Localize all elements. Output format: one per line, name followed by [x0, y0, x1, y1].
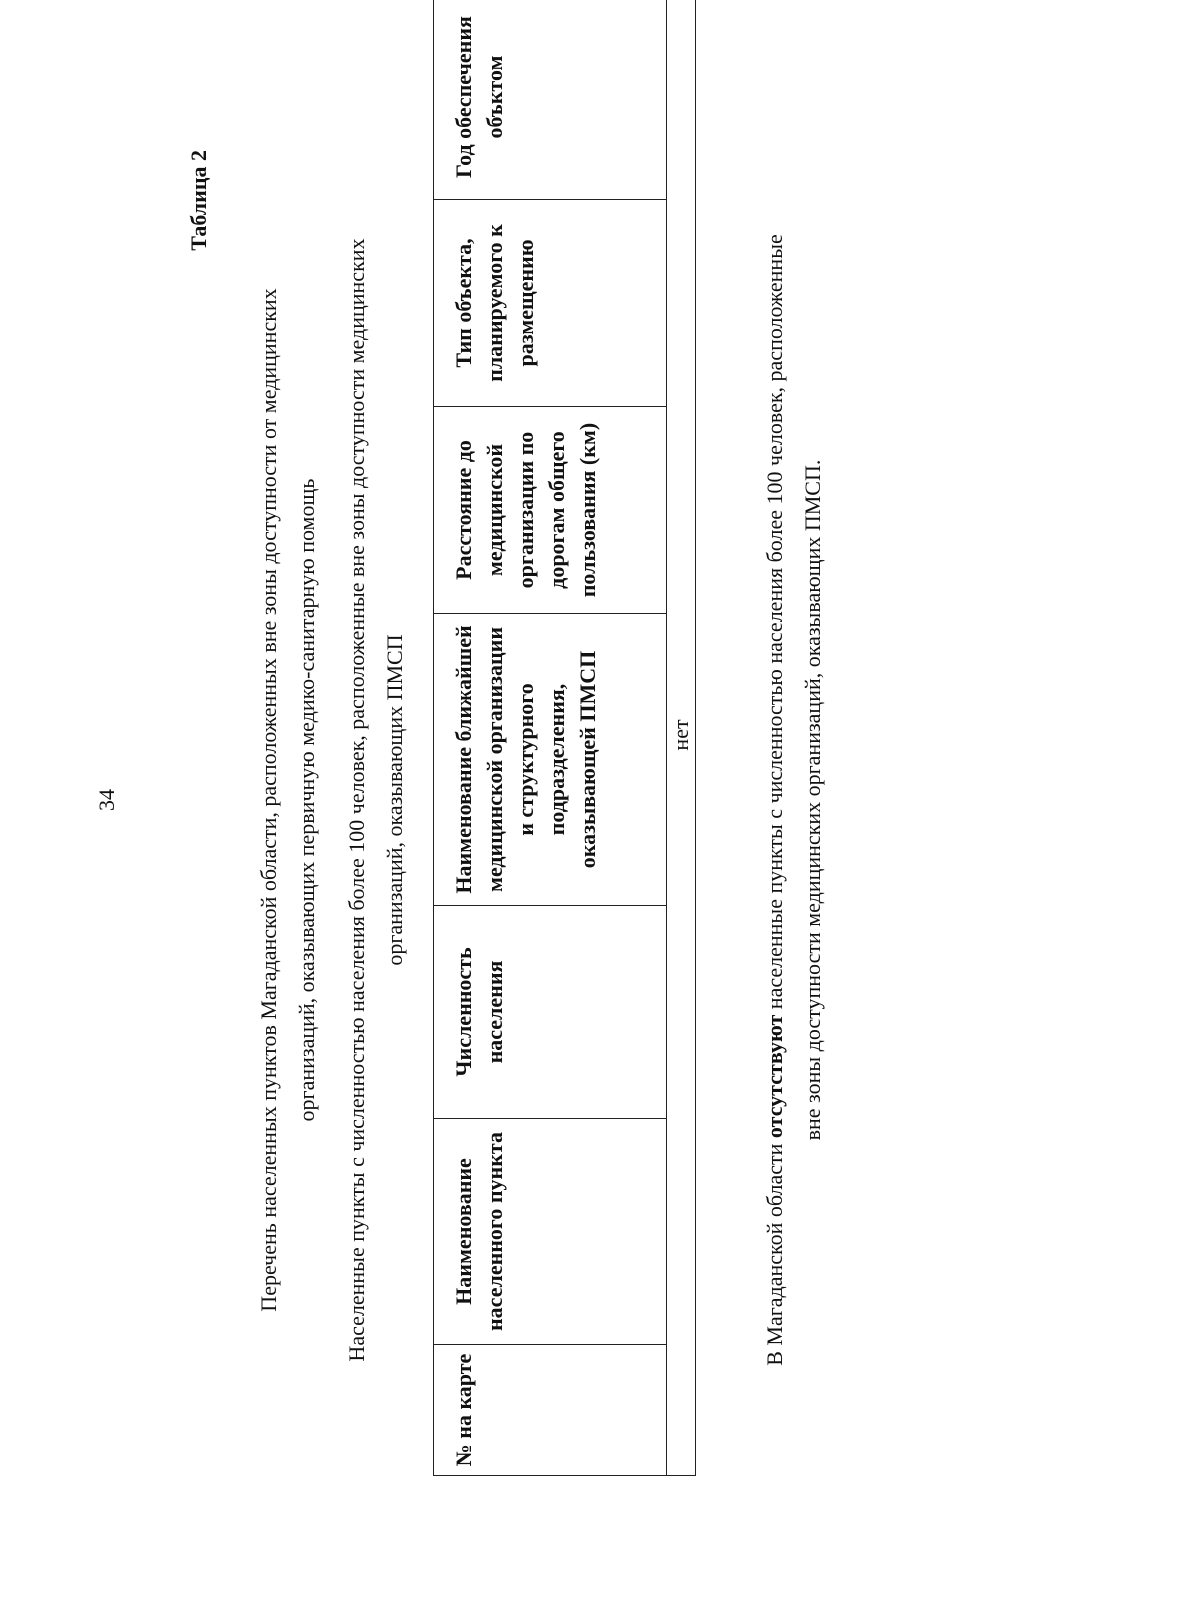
settlements-table — [433, 0, 696, 1476]
table-header-row — [434, 0, 667, 1476]
header-year: Год обеспечения объктом — [434, 0, 667, 200]
table-subtitle — [338, 160, 414, 1440]
footer-rest: населенные пункты с численностью населения более 100 человек, расположенные — [762, 234, 787, 1015]
header-distance: Расстояние до медицинской организации по дорогам общего пользования (км) — [434, 407, 667, 614]
footer-prefix: В Магаданской области — [762, 1138, 787, 1366]
header-nearest-organization: Наименование ближайшей медицинской организации и структурного подразделения, оказывающей ПМСП — [434, 614, 667, 906]
subtitle-line-2: организаций, оказывающих ПМСП — [382, 634, 407, 966]
header-map-number: № на карте — [434, 1345, 667, 1476]
header-object-type: Тип объекта, планируемого к размещению — [434, 200, 667, 407]
header-population: Численность населения — [434, 906, 667, 1119]
footer-note — [756, 150, 832, 1450]
footer-line-1 — [756, 150, 794, 1450]
document-title — [250, 160, 326, 1440]
empty-row-cell: нет — [667, 0, 696, 1476]
title-line-1: Перечень населенных пунктов Магаданской области, расположенных вне зоны доступности от медицинских — [256, 288, 281, 1312]
footer-line-2: вне зоны доступности медицинских организаций, оказывающих ПМСП. — [800, 459, 825, 1141]
table-label: Таблица 2 — [186, 150, 211, 251]
page-number: 34 — [94, 789, 119, 811]
footer-bold: отсутствуют — [762, 1014, 787, 1139]
subtitle-line-1: Населенные пункты с численностью населения более 100 человек, расположенные вне зоны доступности медицинских — [344, 238, 369, 1362]
title-line-2: организаций, оказывающих первичную медико-санитарную помощь — [294, 478, 319, 1122]
table-row — [667, 0, 696, 1476]
header-settlement-name: Наименование населенного пункта — [434, 1119, 667, 1345]
